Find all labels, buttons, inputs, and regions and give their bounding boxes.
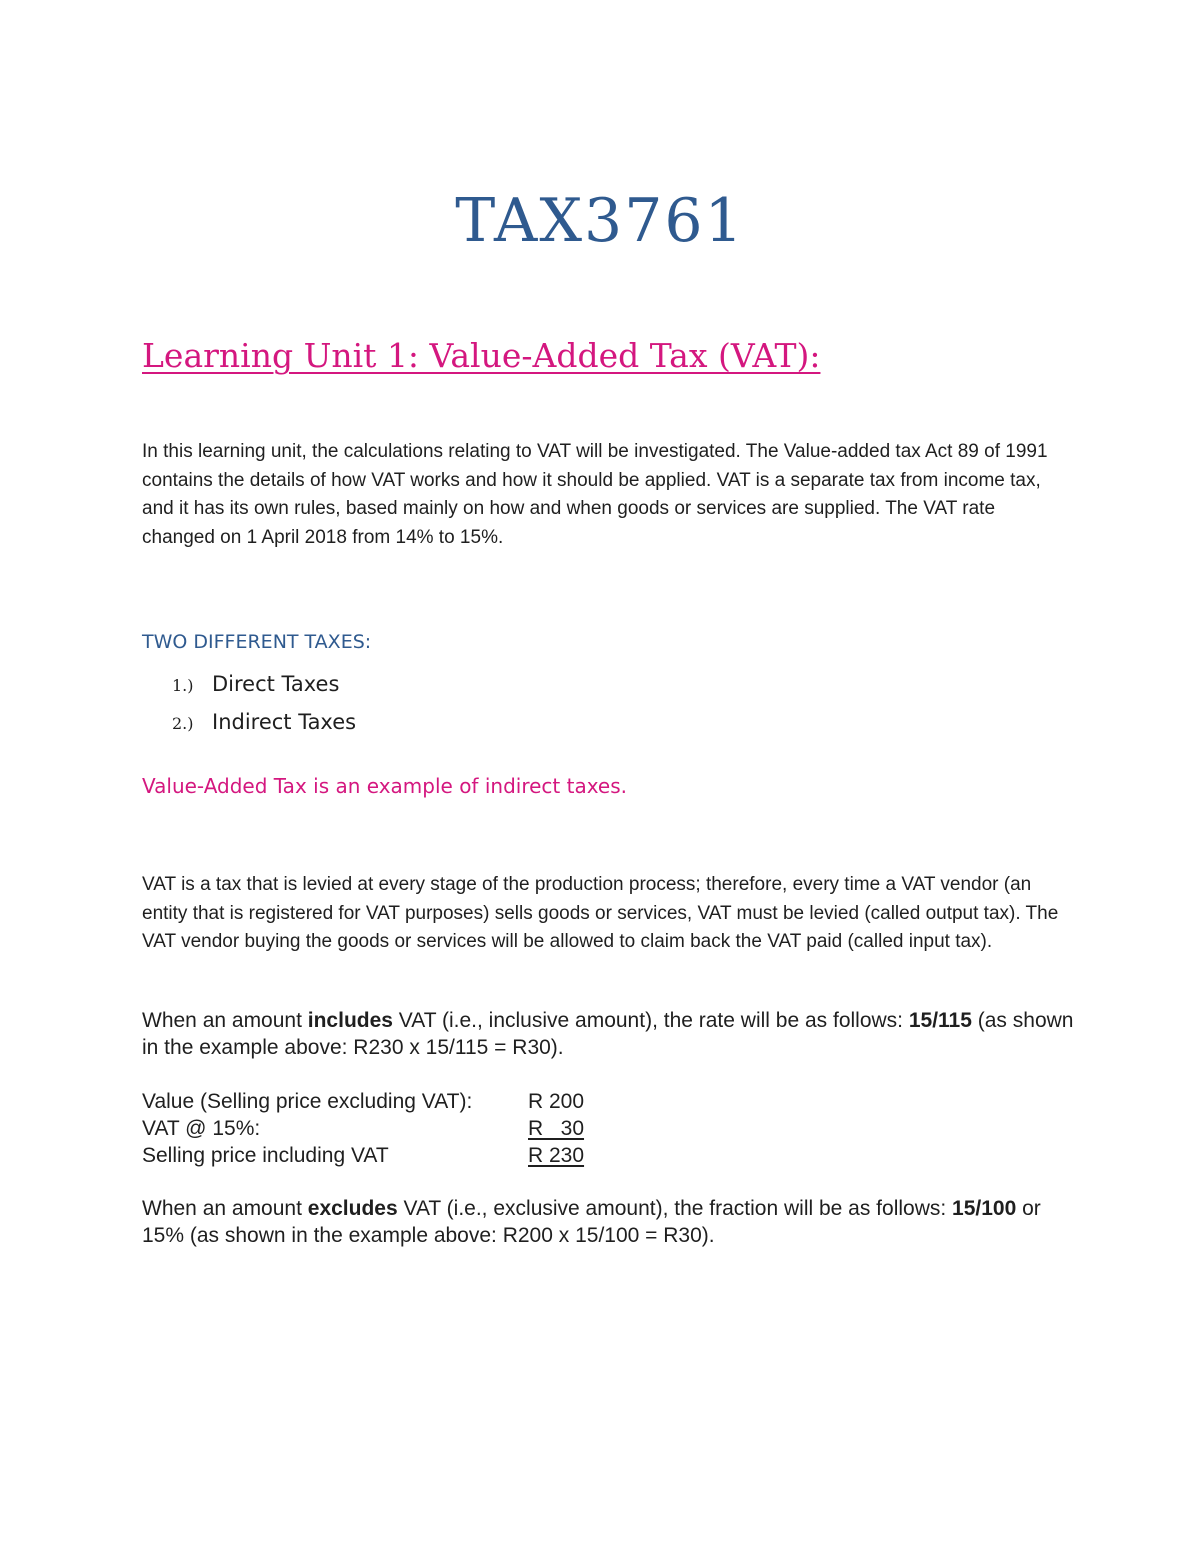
exclusive-middle: VAT (i.e., exclusive amount), the fraction will be as follows: [397, 1197, 953, 1220]
calculation-value: R 200 [528, 1090, 585, 1113]
list-item [172, 710, 356, 748]
section-heading: TWO DIFFERENT TAXES: [142, 631, 372, 653]
learning-unit-heading: Learning Unit 1: Value-Added Tax (VAT): [142, 336, 821, 375]
calculation-label: VAT @ 15%: [142, 1117, 261, 1140]
calculation-label: Value (Selling price excluding VAT): [142, 1090, 473, 1113]
calculation-value: R 30 [528, 1117, 585, 1140]
inclusive-suffix: (as shown in the example above: R230 x 15/115 = R30). [142, 1009, 1074, 1059]
intro-paragraph: In this learning unit, the calculations relating to VAT will be investigated. The Value-added tax Act 89 of 1991 contains the details of how VAT works and how it should be applied. VAT is a separate tax from income tax, and it has its own rules, based mainly on how and when goods or services are supplied. The VAT rate changed on 1 April 2018 from 14% to 15%. [142, 441, 1048, 548]
exclusive-keyword: excludes [307, 1197, 398, 1220]
tax-types-list [172, 672, 356, 748]
exclusive-prefix: When an amount [142, 1197, 308, 1220]
calculation-row [142, 1142, 598, 1169]
levy-paragraph: VAT is a tax that is levied at every stage of the production process; therefore, every time a VAT vendor (an entity that is registered for VAT purposes) sells goods or services, VAT must be levied (called output tax). The VAT vendor buying the goods or services will be allowed to claim back the VAT paid (called input tax). [142, 874, 1059, 952]
inclusive-keyword: includes [307, 1009, 393, 1032]
indirect-tax-note: Value-Added Tax is an example of indirect taxes. [142, 774, 627, 798]
inclusive-prefix: When an amount [142, 1009, 308, 1032]
calculation-row [142, 1088, 598, 1115]
calculation-row [142, 1115, 598, 1142]
inclusive-middle: VAT (i.e., inclusive amount), the rate will be as follows: [392, 1009, 909, 1032]
list-item [172, 672, 356, 710]
inclusive-fraction: 15/115 [908, 1009, 972, 1032]
exclusive-rate-paragraph [142, 1195, 1082, 1249]
document-title: TAX3761 [455, 186, 745, 256]
calculation-label: Selling price including VAT [142, 1144, 389, 1167]
inclusive-rate-paragraph [142, 1007, 1082, 1061]
exclusive-fraction: 15/100 [952, 1197, 1017, 1220]
list-item-label: Direct Taxes [212, 672, 340, 696]
vat-calculation-table [142, 1088, 598, 1169]
exclusive-suffix: or 15% (as shown in the example above: R200 x 15/100 = R30). [142, 1197, 1041, 1247]
list-number: 1.) [172, 676, 194, 695]
list-item-label: Indirect Taxes [212, 710, 357, 734]
list-number: 2.) [172, 714, 194, 733]
calculation-value: R 230 [528, 1144, 585, 1167]
